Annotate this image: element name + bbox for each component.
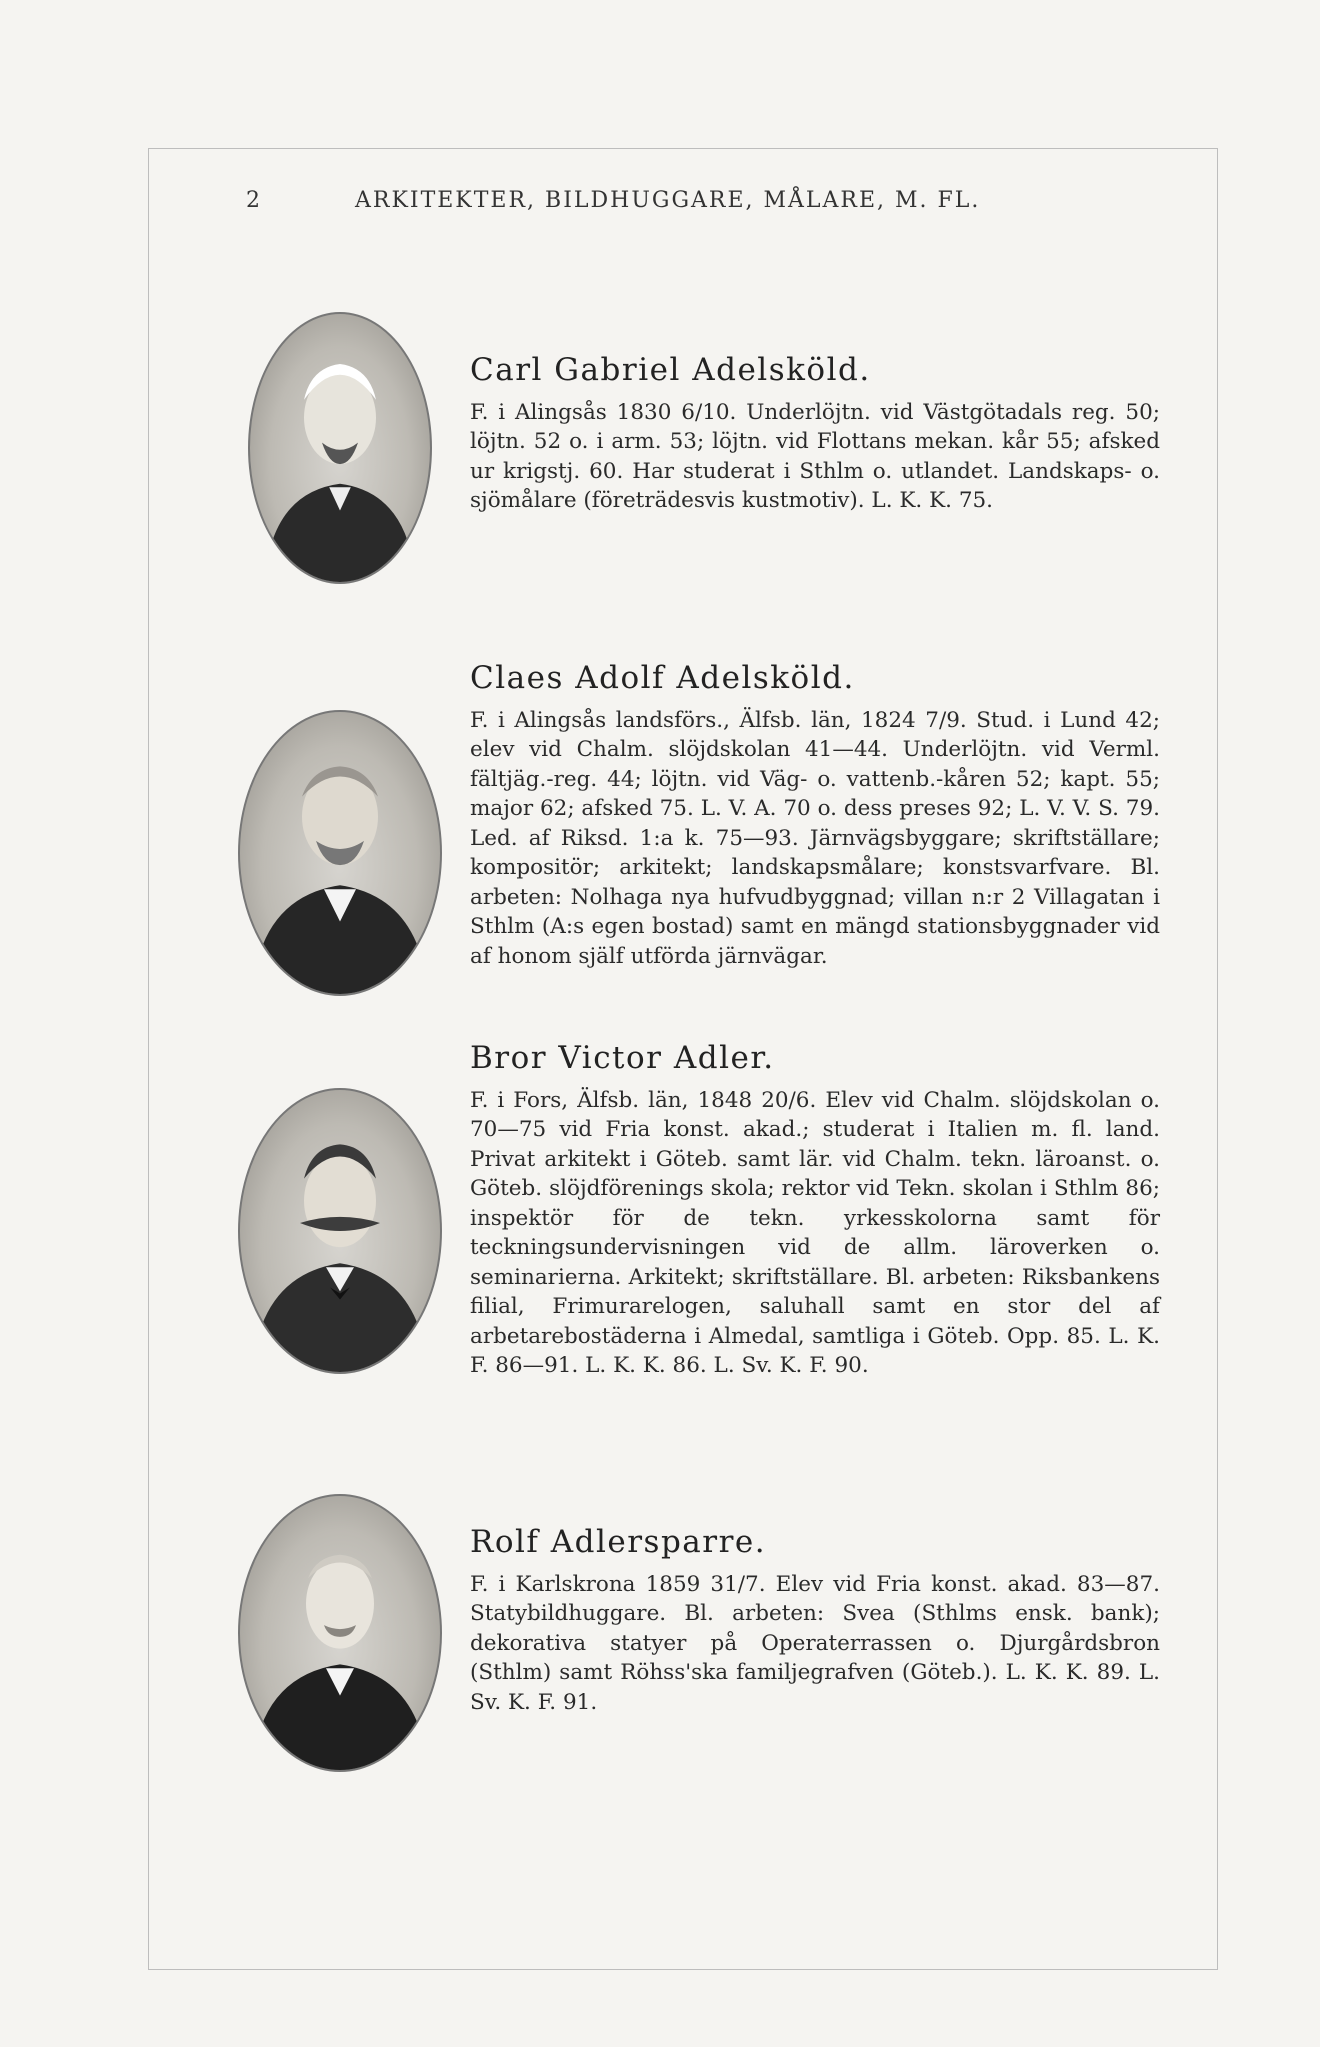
running-head bbox=[246, 188, 1196, 213]
entry-claes-adolf-adelskold bbox=[470, 660, 1160, 971]
page-number: 2 bbox=[246, 188, 262, 213]
portrait-rolf-adlersparre bbox=[238, 1494, 442, 1772]
entry-text: F. i Alingsås landsförs., Älfsb. län, 1824 7/9. Stud. i Lund 42; elev vid Chalm. slöjdskolan 41—44. Underlöjtn. vid Verml. fältjäg.-reg. 44; löjtn. vid Väg- o. vattenb.-kåren 52; kapt. 55; major 62; afsked 75. L. V. A. 70 o. dess preses 92; L. V. V. S. 79. Led. af Riksd. 1:a k. 75—93. Järnvägsbyggare; skriftställare; kompositör; arkitekt; landskapsmålare; konstsvarfvare. Bl. arbeten: Nolhaga nya hufvudbyggnad; villan n:r 2 Villagatan i Sthlm (A:s egen bostad) samt en mängd stationsbyggnader vid af honom själf utförda järnvägar. bbox=[470, 707, 1160, 969]
entry-name: Bror Victor Adler. bbox=[470, 1040, 775, 1076]
entry-text: F. i Alingsås 1830 6/10. Underlöjtn. vid Västgötadals reg. 50; löjtn. 52 o. i arm. 53; löjtn. vid Flottans mekan. kår 55; afsked ur krigstj. 60. Har studerat i Sthlm o. utlandet. Landskaps- o. sjömålare (företrädesvis kustmotiv). L. K. K. 75. bbox=[470, 399, 1160, 513]
portrait-carl-gabriel-adelskold bbox=[248, 312, 432, 584]
portrait-claes-adolf-adelskold bbox=[238, 710, 442, 996]
entry-name: Carl Gabriel Adelsköld. bbox=[470, 352, 871, 388]
entry-bror-victor-adler bbox=[470, 1040, 1160, 1381]
entry-carl-gabriel-adelskold bbox=[470, 352, 1160, 516]
page-title: ARKITEKTER, BILDHUGGARE, MÅLARE, M. FL. bbox=[355, 188, 981, 213]
entry-name: Claes Adolf Adelsköld. bbox=[470, 660, 855, 696]
entry-text: F. i Karlskrona 1859 31/7. Elev vid Fria konst. akad. 83—87. Statybildhuggare. Bl. arbeten: Svea (Sthlms ensk. bank); dekorativa statyer på Operaterrassen o. Djurgårdsbron (Sthlm) samt Röhss'ska familjegrafven (Göteb.). L. K. K. 89. L. Sv. K. F. 91. bbox=[470, 1571, 1160, 1715]
entry-text: F. i Fors, Älfsb. län, 1848 20/6. Elev vid Chalm. slöjdskolan o. 70—75 vid Fria konst. akad.; studerat i Italien m. fl. land. Privat arkitekt i Göteb. samt lär. vid Chalm. tekn. läroanst. o. Göteb. slöjdförenings skola; rektor vid Tekn. skolan i Sthlm 86; inspektör för de tekn. yrkesskolorna samt för teckningsundervisningen vid de allm. läroverken o. seminarierna. Arkitekt; skriftställare. Bl. arbeten: Riksbankens filial, Frimurarelogen, saluhall samt en stor del af arbetarebostäderna i Almedal, samtliga i Göteb. Opp. 85. L. K. F. 86—91. L. K. K. 86. L. Sv. K. F. 90. bbox=[470, 1087, 1160, 1378]
portrait-bror-victor-adler bbox=[238, 1088, 442, 1374]
entry-rolf-adlersparre bbox=[470, 1524, 1160, 1717]
entry-name: Rolf Adlersparre. bbox=[470, 1524, 767, 1560]
